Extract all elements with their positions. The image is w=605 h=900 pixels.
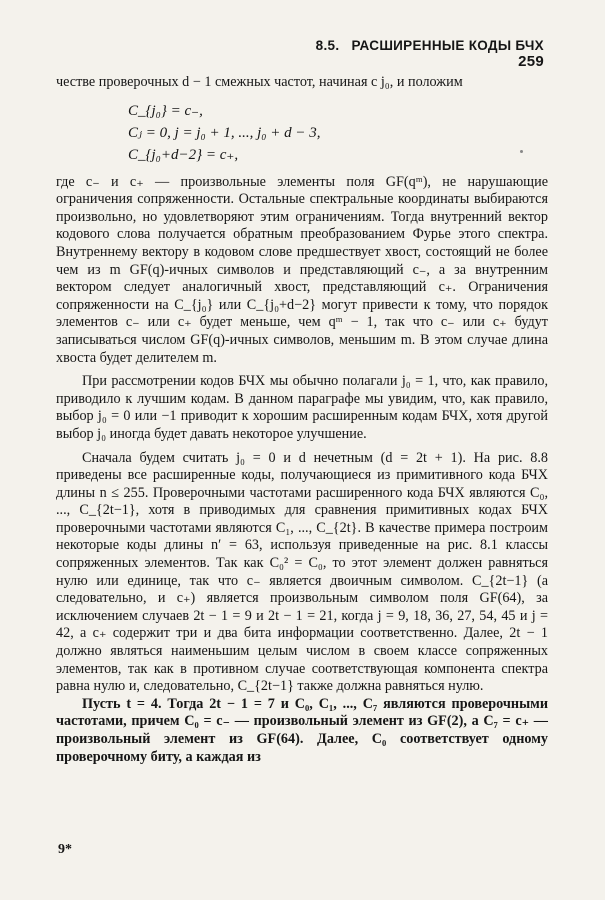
equation-line: Cⱼ = 0, j = j₀ + 1, ..., j₀ + d − 3, [128, 124, 321, 141]
paragraph: Пусть t = 4. Тогда 2t − 1 = 7 и C₀, C₁, ..., C₇ являются проверочными частотами, причем C₀ = c₋ — произвольный элемент из GF(2), а C₇ = c₊ — произвольный элемент из GF(64). Далее, C₀ соответствует одному проверочному биту, а каждая из [56, 695, 548, 765]
intro-line: честве проверочных d − 1 смежных частот, начиная с j₀, и положим [56, 74, 463, 90]
equation-line: C_{j₀} = c₋, [128, 102, 203, 119]
signature-mark: 9* [58, 842, 72, 857]
page-number: 259 [518, 53, 544, 70]
running-header [290, 38, 544, 70]
body-text [56, 74, 548, 766]
paper-speck [520, 150, 523, 153]
paragraph: Сначала будем считать j₀ = 0 и d нечетным (d = 2t + 1). На рис. 8.8 приведены все расширенные коды, получающиеся из примитивного кода БЧХ длины n ≤ 255. Проверочными частотами расширенного кода БЧХ являются C₀, ..., C_{2t−1}, хотя в приводимых для сравнения примитивных кодах БЧХ проверочными частотами являются C₁, ..., C_{2t}. В качестве примера построим некоторые коды длины n′ = 63, используя приведенные на рис. 8.1 классы сопряженных элементов. Так как C₀² = C₀, то этот элемент должен равняться нулю или единице, так что c₋ является двоичным символом. C_{2t−1} (а следовательно, и c₊) является произвольным символом поля GF(64), за исключением случаев 2t − 1 = 9 и 2t − 1 = 21, когда j = 9, 18, 36, 27, 54, 45 и j = 42, а c₊ содержит три и два бита информации соответственно. Далее, 2t − 1 должно являться наименьшим целым числом в своем классе сопряженных элементов, так как в противном случае соответствующая компонента спектра равна нулю и, следовательно, C_{2t−1} также должна равняться нулю. [56, 449, 548, 695]
section-title: РАСШИРЕННЫЕ КОДЫ БЧХ [351, 38, 544, 53]
equation-block [128, 100, 548, 166]
paragraph: При рассмотрении кодов БЧХ мы обычно полагали j₀ = 1, что, как правило, приводило к лучшим кодам. В данном параграфе мы увидим, что, как правило, выбор j₀ = 0 или −1 приводит к хорошим расширенным кодам БЧХ, хотя другой выбор j₀ иногда будет давать некоторое улучшение. [56, 373, 548, 442]
equation-line: C_{j₀+d−2} = c₊, [128, 146, 239, 163]
paragraph: где c₋ и c₊ — произвольные элементы поля GF(qᵐ), не нарушающие ограничения сопряженности. Остальные спектральные координаты выбираются произвольно, но удовлетворяют этим ограничениям. Тогда внутренний вектор кодового слова получается обратным преобразованием Фурье этого спектра. Внутреннему вектору в кодовом слове предшествует хвост, состоящий не более чем из m GF(q)-ичных символов и представляющий c₋, а за внутренним вектором следует аналогичный хвост, представляющий c₊. Ограничения сопряженности на C_{j₀} или C_{j₀+d−2} могут привести к тому, что порядок элементов c₋ или c₊ будет меньше, чем qᵐ − 1, так что c₋ или c₊ будут записываться числом GF(q)-ичных символов, меньшим m. В этом случае длина хвоста будет делителем m. [56, 173, 548, 366]
section-number: 8.5. [315, 38, 340, 53]
